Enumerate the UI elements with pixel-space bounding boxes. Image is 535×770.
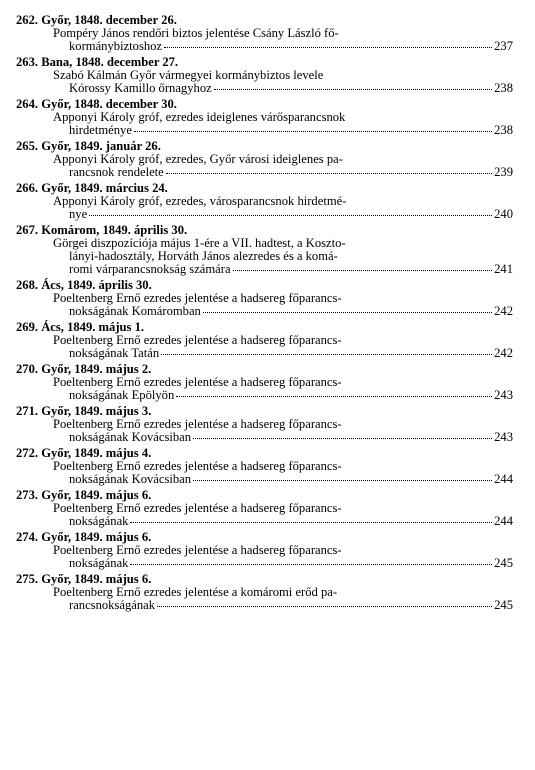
entry-title-last-line: Kórossy Kamillo őrnagyhoz [69, 81, 212, 95]
dot-leader [161, 353, 492, 355]
page-number: 240 [494, 207, 513, 221]
entry-title-line: Poeltenberg Ernő ezredes jelentése a hadsereg főparancs- [53, 375, 342, 389]
entry-heading: 273. Győr, 1849. május 6. [16, 488, 152, 502]
entry-title-last-line: nokságának [69, 514, 129, 528]
entry-title-line: Apponyi Károly gróf, ezredes, városparancsnok hirdetmé- [53, 194, 347, 208]
entry-title-line: Pompéry János rendőri biztos jelentése Csány László fő- [53, 26, 339, 40]
page-number: 244 [494, 472, 513, 486]
entry-heading: 262. Győr, 1848. december 26. [16, 13, 177, 27]
toc-entry [16, 98, 513, 137]
entry-title-last-line: nokságának Epölyön [69, 388, 175, 402]
entry-title-line: Apponyi Károly gróf, ezredes ideiglenes várősparancsnok [53, 110, 346, 124]
entry-title-last-line: rancsnokságának [69, 598, 156, 612]
toc-entry [16, 279, 513, 318]
entry-title-last-line: nokságának [69, 556, 129, 570]
dot-leader [89, 214, 492, 216]
entry-heading: 269. Ács, 1849. május 1. [16, 320, 145, 334]
dot-leader [130, 563, 492, 565]
entry-heading: 274. Győr, 1849. május 6. [16, 530, 152, 544]
entry-heading: 270. Győr, 1849. május 2. [16, 362, 152, 376]
entry-title-line: Poeltenberg Ernő ezredes jelentése a hadsereg főparancs- [53, 333, 342, 347]
entry-title-last-line: nokságának Tatán [69, 346, 160, 360]
dot-leader [193, 479, 492, 481]
entry-title-last-line: nokságának Kovácsiban [69, 472, 192, 486]
entry-title-last-line: romi várparancsnokság számára [69, 262, 231, 276]
dot-leader [214, 88, 492, 90]
page-number: 243 [494, 388, 513, 402]
entry-title-last-line: kormánybiztoshoz [69, 39, 163, 53]
toc-entry [16, 531, 513, 570]
page-number: 244 [494, 514, 513, 528]
toc-entry [16, 56, 513, 95]
page-number: 239 [494, 165, 513, 179]
entry-title-line: Poeltenberg Ernő ezredes jelentése a hadsereg főparancs- [53, 417, 342, 431]
entry-title-line: Poeltenberg Ernő ezredes jelentése a hadsereg főparancs- [53, 459, 342, 473]
entry-heading: 264. Győr, 1848. december 30. [16, 97, 177, 111]
entry-heading: 271. Győr, 1849. május 3. [16, 404, 152, 418]
entry-title-last-line: nye [69, 207, 88, 221]
dot-leader [193, 437, 492, 439]
page-number: 241 [494, 262, 513, 276]
page-number: 242 [494, 346, 513, 360]
page-number: 243 [494, 430, 513, 444]
toc-entry [16, 405, 513, 444]
entry-heading: 275. Győr, 1849. május 6. [16, 572, 152, 586]
page-number: 242 [494, 304, 513, 318]
entry-title-last-line: rancsnok rendelete [69, 165, 164, 179]
page-number: 238 [494, 81, 513, 95]
toc-entry [16, 363, 513, 402]
dot-leader [157, 605, 492, 607]
toc-entry [16, 182, 513, 221]
entry-title-line: Poeltenberg Ernő ezredes jelentése a komáromi erőd pa- [53, 585, 338, 599]
entry-heading: 266. Győr, 1849. március 24. [16, 181, 168, 195]
dot-leader [134, 130, 492, 132]
entry-title-line: Apponyi Károly gróf, ezredes, Győr városi ideiglenes pa- [53, 152, 343, 166]
dot-leader [233, 269, 493, 271]
entry-title-last-line: hirdetménye [69, 123, 132, 137]
entry-heading: 268. Ács, 1849. április 30. [16, 278, 152, 292]
toc-entry [16, 573, 513, 612]
toc-entry [16, 224, 513, 276]
entry-title-line: Poeltenberg Ernő ezredes jelentése a hadsereg főparancs- [53, 543, 342, 557]
page-number: 245 [494, 598, 513, 612]
toc-entry [16, 140, 513, 179]
toc-entry [16, 14, 513, 53]
page-number: 245 [494, 556, 513, 570]
table-of-contents [16, 14, 513, 615]
dot-leader [203, 311, 492, 313]
dot-leader [166, 172, 492, 174]
page-number: 237 [494, 39, 513, 53]
toc-entry [16, 447, 513, 486]
entry-title-last-line: nokságának Komáromban [69, 304, 201, 318]
entry-title-line: Görgei diszpozíciója május 1-ére a VII. hadtest, a Koszto- [53, 236, 346, 250]
entry-title-line: lányi-hadosztály, Horváth János alezredes és a komá- [69, 249, 338, 263]
entry-title-last-line: nokságának Kovácsiban [69, 430, 192, 444]
entry-title-line: Szabó Kálmán Győr vármegyei kormánybiztos levele [53, 68, 324, 82]
entry-heading: 272. Győr, 1849. május 4. [16, 446, 152, 460]
entry-heading: 267. Komárom, 1849. április 30. [16, 223, 188, 237]
entry-title-line: Poeltenberg Ernő ezredes jelentése a hadsereg főparancs- [53, 291, 342, 305]
dot-leader [164, 46, 492, 48]
page-number: 238 [494, 123, 513, 137]
entry-heading: 263. Bana, 1848. december 27. [16, 55, 179, 69]
toc-entry [16, 321, 513, 360]
toc-entry [16, 489, 513, 528]
entry-title-line: Poeltenberg Ernő ezredes jelentése a hadsereg főparancs- [53, 501, 342, 515]
dot-leader [176, 395, 492, 397]
entry-heading: 265. Győr, 1849. január 26. [16, 139, 161, 153]
dot-leader [130, 521, 492, 523]
